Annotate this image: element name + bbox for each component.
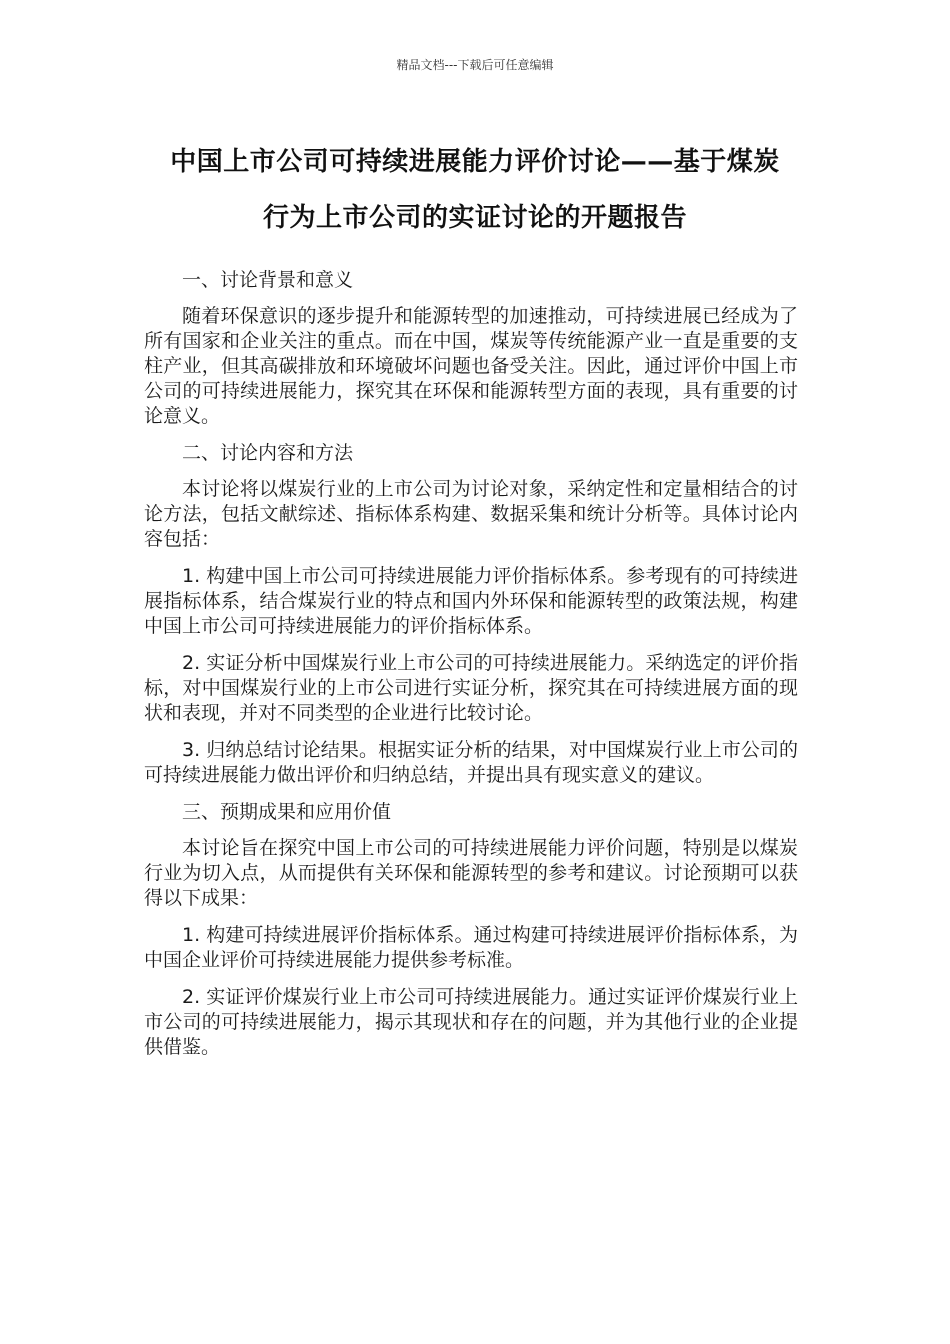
section-1-paragraph: 随着环保意识的逐步提升和能源转型的加速推动，可持续进展已经成为了所有国家和企业关注的重点。而在中国，煤炭等传统能源产业一直是重要的支柱产业，但其高碳排放和环境破坏问题也备受关注。因此，通过评价中国上市公司的可持续进展能力，探究其在环保和能源转型方面的表现，具有重要的讨论意义。 [144, 305, 798, 427]
title-line-2: 行为上市公司的实证讨论的开题报告 [262, 203, 687, 233]
section-1-heading: 一、讨论背景和意义 [182, 269, 354, 291]
section-2-item-3: 3. 归纳总结讨论结果。根据实证分析的结果，对中国煤炭行业上市公司的可持续进展能力做出评价和归纳总结，并提出具有现实意义的建议。 [144, 739, 798, 786]
section-3-heading: 三、预期成果和应用价值 [182, 801, 392, 823]
document-title [140, 134, 810, 246]
section-3-item-2: 2. 实证评价煤炭行业上市公司可持续进展能力。通过实证评价煤炭行业上市公司的可持续进展能力，揭示其现状和存在的问题，并为其他行业的企业提供借鉴。 [144, 986, 798, 1058]
section-3-paragraph: 本讨论旨在探究中国上市公司的可持续进展能力评价问题，特别是以煤炭行业为切入点，从而提供有关环保和能源转型的参考和建议。讨论预期可以获得以下成果： [144, 837, 798, 909]
section-3-item-1: 1. 构建可持续进展评价指标体系。通过构建可持续进展评价指标体系，为中国企业评价可持续进展能力提供参考标准。 [144, 924, 798, 971]
header-note: 精品文档---下载后可任意编辑 [396, 58, 554, 72]
section-2-paragraph: 本讨论将以煤炭行业的上市公司为讨论对象，采纳定性和定量相结合的讨论方法，包括文献综述、指标体系构建、数据采集和统计分析等。具体讨论内容包括： [144, 478, 798, 550]
section-2-item-2: 2. 实证分析中国煤炭行业上市公司的可持续进展能力。采纳选定的评价指标，对中国煤炭行业的上市公司进行实证分析，探究其在可持续进展方面的现状和表现，并对不同类型的企业进行比较讨论。 [144, 652, 798, 724]
document-body [144, 268, 798, 1072]
section-2-item-1: 1. 构建中国上市公司可持续进展能力评价指标体系。参考现有的可持续进展指标体系，结合煤炭行业的特点和国内外环保和能源转型的政策法规，构建中国上市公司可持续进展能力的评价指标体系。 [144, 565, 798, 637]
section-2-heading: 二、讨论内容和方法 [182, 442, 354, 464]
title-line-1: 中国上市公司可持续进展能力评价讨论——基于煤炭 [170, 147, 780, 177]
